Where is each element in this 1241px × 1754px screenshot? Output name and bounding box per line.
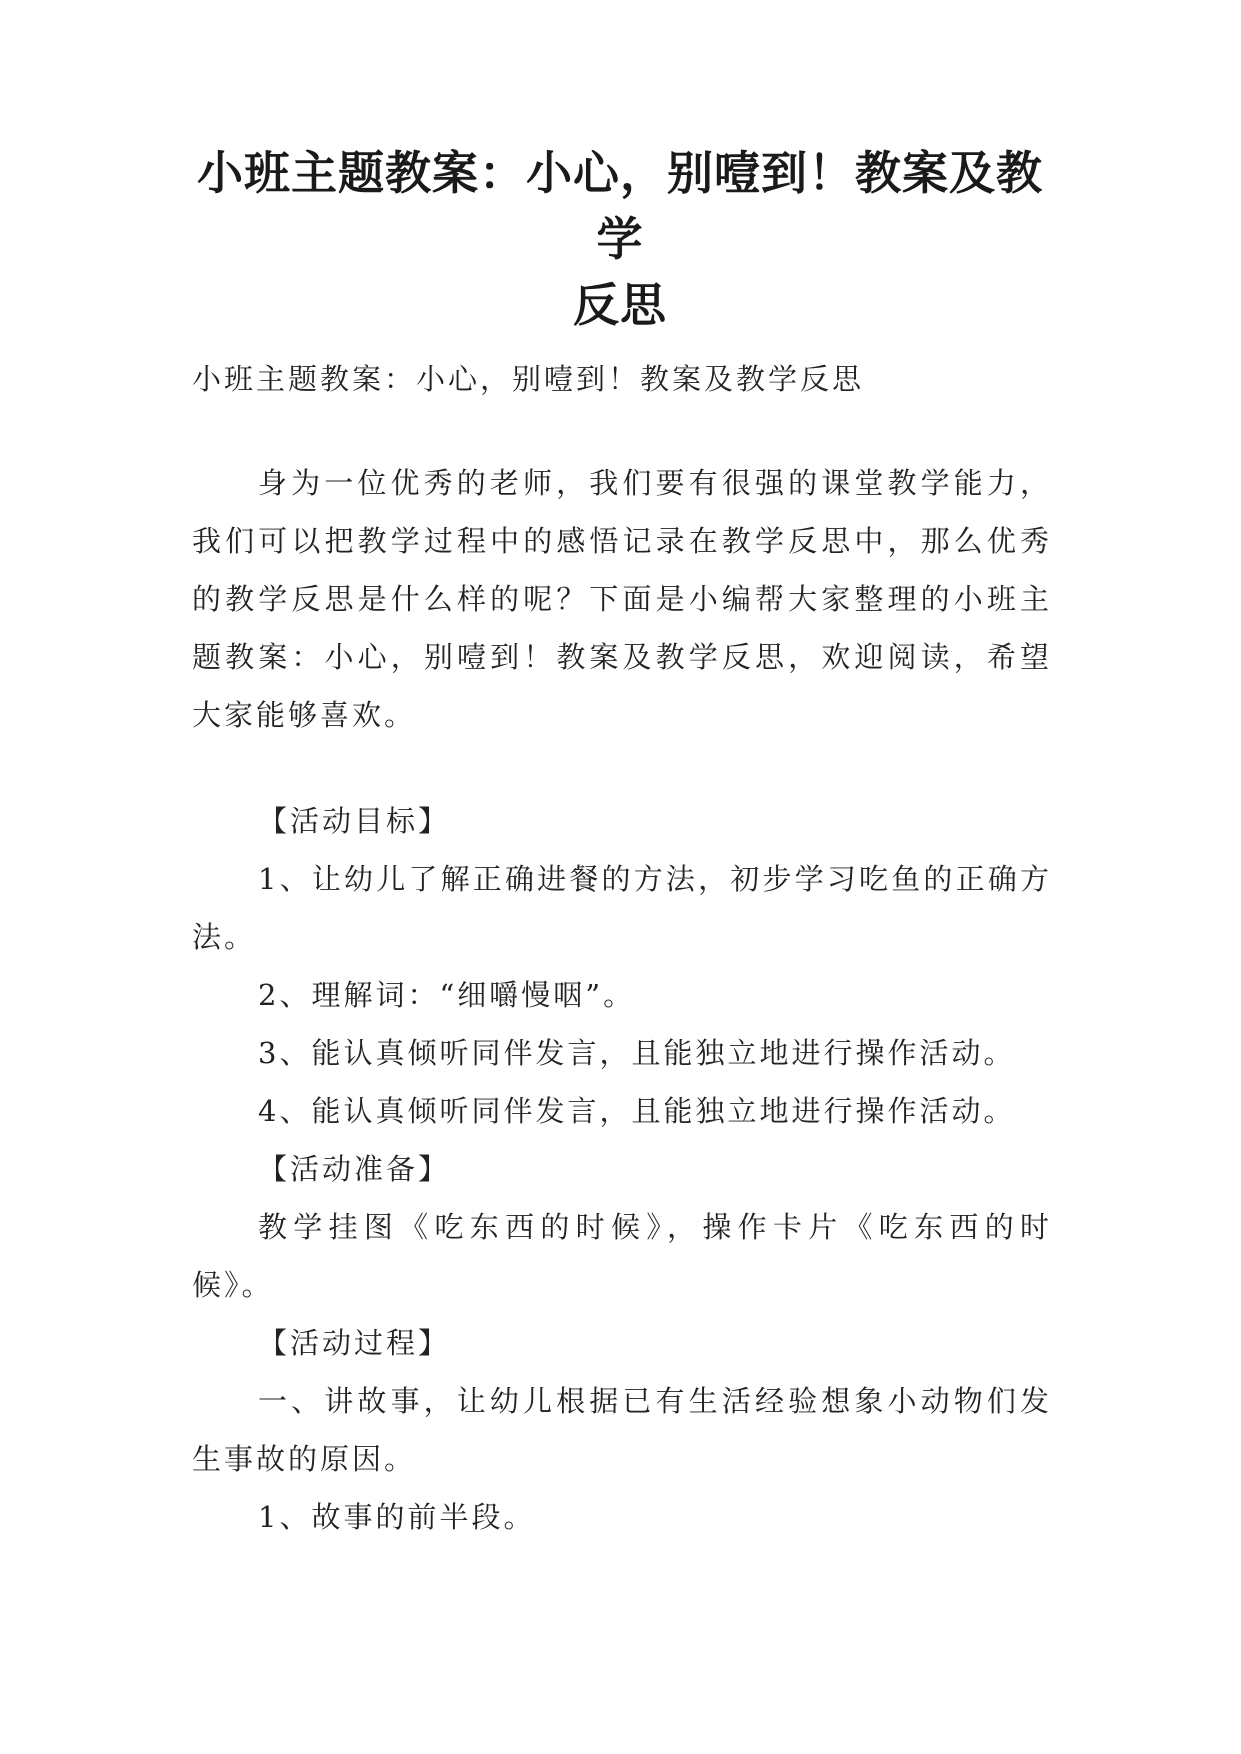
document-body: [192, 350, 1052, 1546]
process-substep-1: 1、故事的前半段。: [258, 1500, 536, 1534]
prep-paragraph: 教学挂图《吃东西的时候》，操作卡片《吃东西的时候》。: [192, 1210, 1052, 1302]
goal-item-2: 2、理解词：“细嚼慢咽”。: [258, 978, 636, 1012]
section-heading-prep: 【活动准备】: [258, 1152, 451, 1186]
title-line-2: 反思: [573, 278, 667, 332]
section-heading-process: 【活动过程】: [258, 1326, 451, 1360]
document-subtitle: 小班主题教案：小心，别噎到！教案及教学反思: [192, 362, 865, 396]
process-step-1: 一、讲故事，让幼儿根据已有生活经验想象小动物们发生事故的原因。: [192, 1384, 1052, 1476]
goal-item-4: 4、能认真倾听同伴发言，且能独立地进行操作活动。: [258, 1094, 1016, 1128]
intro-paragraph: 身为一位优秀的老师，我们要有很强的课堂教学能力，我们可以把教学过程中的感悟记录在教学反思中，那么优秀的教学反思是什么样的呢？下面是小编帮大家整理的小班主题教案：小心，别噎到！教案及教学反思，欢迎阅读，希望大家能够喜欢。: [192, 466, 1052, 732]
title-line-1: 小班主题教案：小心，别噎到！教案及教学: [197, 146, 1043, 266]
goal-item-3: 3、能认真倾听同伴发言，且能独立地进行操作活动。: [258, 1036, 1016, 1070]
section-heading-goals: 【活动目标】: [258, 804, 451, 838]
document-title: [180, 140, 1060, 338]
goal-item-1: 1、让幼儿了解正确进餐的方法，初步学习吃鱼的正确方法。: [192, 862, 1052, 954]
